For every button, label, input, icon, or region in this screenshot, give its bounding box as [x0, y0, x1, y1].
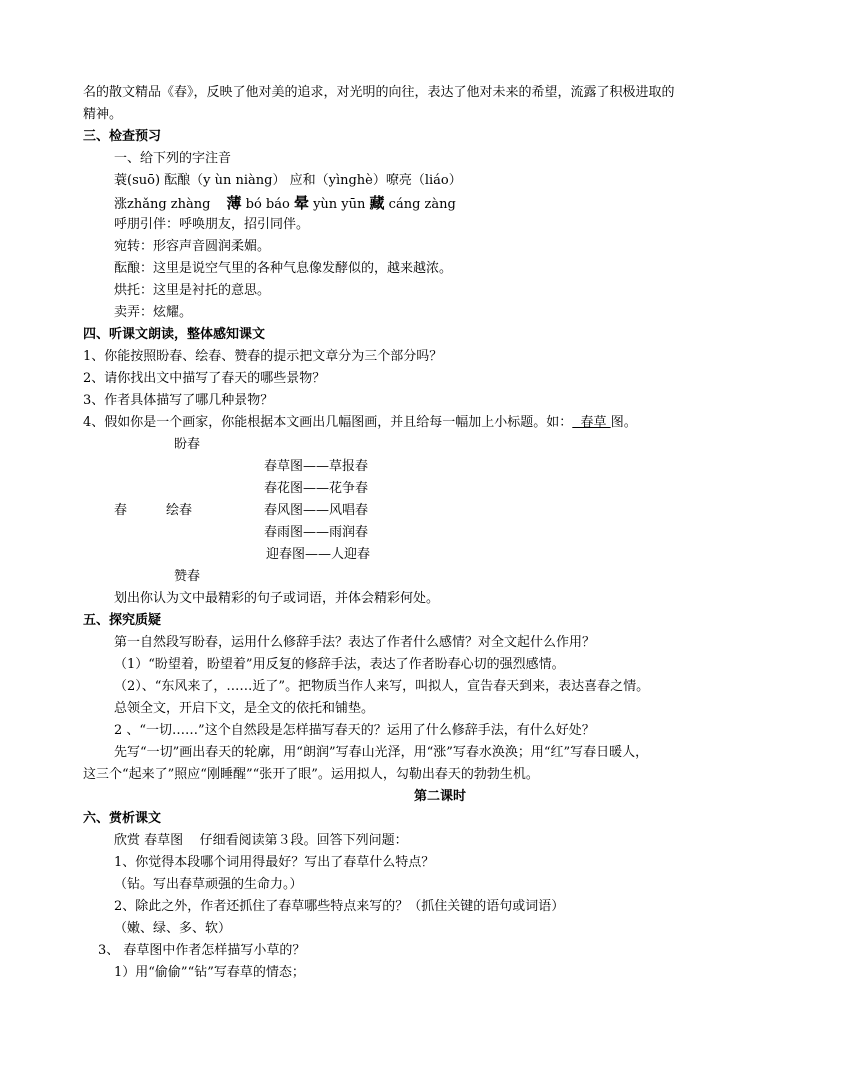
paragraph-line: 蓑(suō) 酝酿（y ùn niàng） 应和（yìnghè）嘹亮（liáo） [114, 173, 462, 188]
underlined-answer: 春草 [572, 415, 611, 430]
section-heading: 六、赏析课文 [83, 811, 162, 826]
section-heading: 三、检查预习 [83, 129, 162, 144]
outline-label: 盼春 [174, 437, 201, 452]
paragraph-line: 名的散文精品《春》，反映了他对美的追求，对光明的向往，表达了他对未来的希望，流露了积极进取的 [83, 85, 675, 100]
paragraph-line: 总领全文，开启下文，是全文的依托和铺垫。 [114, 701, 375, 716]
paragraph-line: 1）用“偷偷”“钻”写春草的情态； [114, 965, 305, 980]
char-yun: 晕 [293, 194, 309, 212]
question-line: 3、作者具体描写了哪几种景物？ [83, 393, 274, 408]
char-bao: 薄 [226, 194, 242, 212]
pinyin-text: bó báo [241, 197, 294, 212]
paragraph-line: 1、你觉得本段哪个词用得最好？写出了春草什么特点？ [114, 855, 435, 870]
paragraph-line: （1）“盼望着，盼望着”用反复的修辞手法，表达了作者盼春心切的强烈感情。 [114, 657, 565, 672]
outline-item: 春风图——风唱春 [264, 503, 369, 518]
paragraph-line: （嫩、绿、多、软） [114, 921, 232, 936]
outline-item: 春花图——花争春 [264, 481, 369, 496]
paragraph-line: 2 、“一切……”这个自然段是怎样描写春天的？运用了什么修辞手法，有什么好处？ [114, 723, 595, 738]
question-text: 图。 [610, 415, 637, 430]
outline-label: 赞春 [174, 569, 201, 584]
paragraph-line [114, 194, 456, 214]
pinyin-text: 涨zhǎng zhàng [114, 197, 211, 212]
paragraph-line: 呼朋引伴：呼唤朋友，招引同伴。 [114, 217, 310, 232]
paragraph-line: 欣赏 春草图 仔细看阅读第３段。回答下列问题： [114, 833, 408, 848]
outline-item: 迎春图——人迎春 [266, 547, 371, 562]
paragraph-line: 一、给下列的字注音 [114, 151, 232, 166]
paragraph-line: 先写“一切”画出春天的轮廓，用“朗润”写春山光泽，用“涨”写春水涣涣；用“红”写春日暖人， [114, 745, 649, 760]
char-cang: 藏 [369, 194, 385, 212]
paragraph-line: 第一自然段写盼春，运用什么修辞手法？表达了作者什么感情？对全文起什么作用？ [114, 635, 596, 650]
paragraph-line: （钻。写出春草顽强的生命力。） [114, 877, 303, 892]
question-text: 4、假如你是一个画家，你能根据本文画出几幅图画，并且给每一幅加上小标题。如： [83, 415, 573, 430]
pinyin-text: yùn yūn [308, 197, 370, 212]
outline-root: 春 [114, 503, 128, 518]
pinyin-text: cáng zàng [384, 197, 456, 212]
section-heading: 四、听课文朗读，整体感知课文 [83, 327, 266, 342]
section-heading: 五、探究质疑 [83, 613, 162, 628]
lesson-title: 第二课时 [414, 789, 467, 804]
paragraph-line: 烘托：这里是衬托的意思。 [114, 283, 271, 298]
paragraph-line: 卖弄：炫耀。 [114, 305, 193, 320]
paragraph-line: 划出你认为文中最精彩的句子或词语，并体会精彩何处。 [114, 591, 440, 606]
paragraph-line: 2、除此之外，作者还抓住了春草哪些特点来写的？（抓住关键的语句或词语） [114, 899, 565, 914]
question-line: 2、请你找出文中描写了春天的哪些景物？ [83, 371, 326, 386]
question-line: 1、你能按照盼春、绘春、赞春的提示把文章分为三个部分吗？ [83, 349, 443, 364]
paragraph-line: 这三个“起来了”照应“刚睡醒”“张开了眼”。运用拟人，勾勒出春天的勃勃生机。 [83, 767, 539, 782]
paragraph-line: 酝酿：这里是说空气里的各种气息像发酵似的，越来越浓。 [114, 261, 453, 276]
outline-item: 春雨图——雨润春 [264, 525, 369, 540]
question-line [83, 414, 637, 432]
paragraph-line: 宛转：形容声音圆润柔媚。 [114, 239, 271, 254]
paragraph-line: （2）、“东风来了，……近了”。把物质当作人来写，叫拟人，宣告春天到来，表达喜春之情。 [114, 679, 650, 694]
paragraph-line: 3、 春草图中作者怎样描写小草的？ [98, 943, 306, 958]
outline-item: 春草图——草报春 [264, 459, 369, 474]
outline-label: 绘春 [166, 503, 193, 518]
paragraph-line: 精神。 [83, 107, 123, 122]
